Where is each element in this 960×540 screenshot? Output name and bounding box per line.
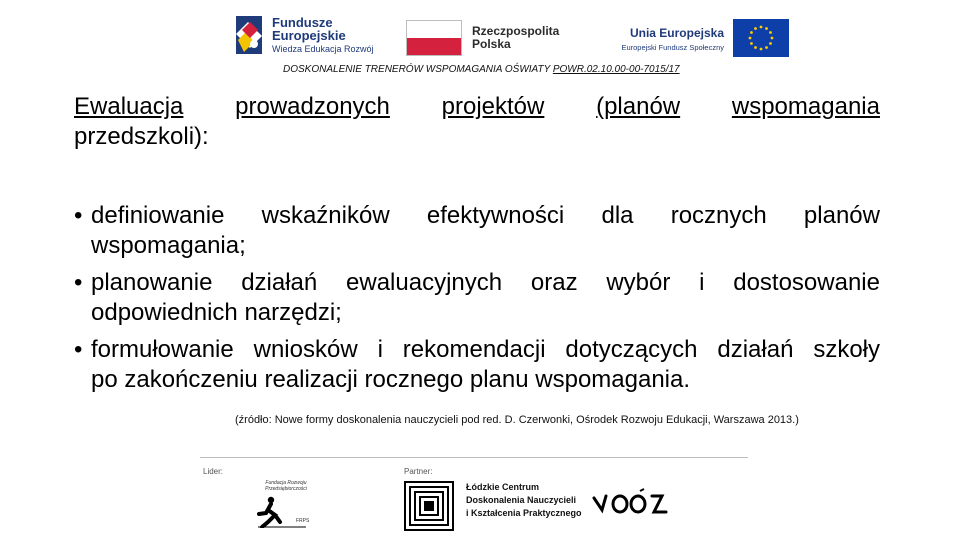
lider-small-text: FRPS [296,518,310,524]
heading-word: wspomagania [731,93,880,120]
ue-logo-line2: Europejski Fundusz Społeczny [621,43,724,52]
ue-logo-line1: Unia Europejska [629,26,724,40]
lodz-logo-icon [592,488,672,518]
eu-star-icon [765,27,768,30]
bullet-first-line: • formułowanie wniosków i rekomendacji dotyczących działań szkoły [91,336,880,363]
eu-star-icon [765,46,768,49]
project-code: POWR.02.10.00-00-7015/17 [552,64,680,75]
bullet-item [74,268,880,328]
fe-logo-line3: Wiedza Edukacja Rozwój [272,44,374,54]
fe-logo-line2: Europejskie [272,28,346,43]
eu-star-icon [750,31,753,34]
eu-star-icon [749,37,752,40]
bullet-item [74,201,880,261]
partner-label: Partner: [404,467,433,476]
heading-word: (planów [596,93,681,120]
heading-word: projektów [441,93,545,120]
eu-star-icon [750,42,753,45]
lider-text-line2: Przedsiębiorczości [265,486,307,492]
bullet-continuation: po zakończeniu realizacji rocznego planu wspomagania. [91,366,691,393]
heading-line-2: przedszkoli): [74,123,209,150]
eu-flag-icon [733,19,789,57]
unia-europejska-text [600,26,724,52]
bullet-item [74,335,880,395]
heading-line-1 [74,92,880,122]
partner-line3: i Kształcenia Praktycznego [466,508,582,518]
bullet-first-line: • planowanie działań ewaluacyjnych oraz wybór i dostosowanie [91,269,880,296]
eu-star-icon [771,37,774,40]
heading-word: prowadzonych [235,93,390,120]
slide-heading [74,92,880,152]
project-code-line [283,64,680,75]
partner-name [466,481,582,520]
lider-logo-text [264,480,308,492]
partner-line2: Doskonalenia Nauczycieli [466,495,577,505]
lider-text-line1: Fundacja Rozwoju [265,480,307,486]
eu-star-icon [760,48,763,51]
partner-logo-icon [404,481,454,531]
bullet-list [74,201,880,402]
lider-label: Lider: [203,467,224,476]
eu-star-icon [769,31,772,34]
rp-logo-line2: Polska [472,36,511,51]
eu-star-icon [760,26,763,29]
eu-star-icon [769,42,772,45]
bullet-first-line: • definiowanie wskaźników efektywności dla rocznych planów [91,202,880,229]
rzeczpospolita-text [472,25,559,50]
eu-star-icon [754,46,757,49]
bullet-continuation: wspomagania; [91,232,246,259]
heading-word: Ewaluacja [74,93,184,120]
partner-line1: Łódzkie Centrum [466,482,540,492]
footer-divider [200,457,748,458]
fe-logo-line1: Fundusze [272,15,333,30]
source-citation: (źródło: Nowe formy doskonalenia nauczycieli pod red. D. Czerwonki, Ośrodek Rozwoju Edukacji, Warszawa 2013.) [235,414,799,426]
bullet-continuation: odpowiednich narzędzi; [91,299,342,326]
eu-star-icon [754,27,757,30]
fundusze-europejskie-text [272,16,374,54]
project-prefix: DOSKONALENIE TRENERÓW WSPOMAGANIA OŚWIATY [283,64,551,75]
rp-logo-line1: Rzeczpospolita [472,24,560,38]
polish-flag-icon [406,20,462,56]
